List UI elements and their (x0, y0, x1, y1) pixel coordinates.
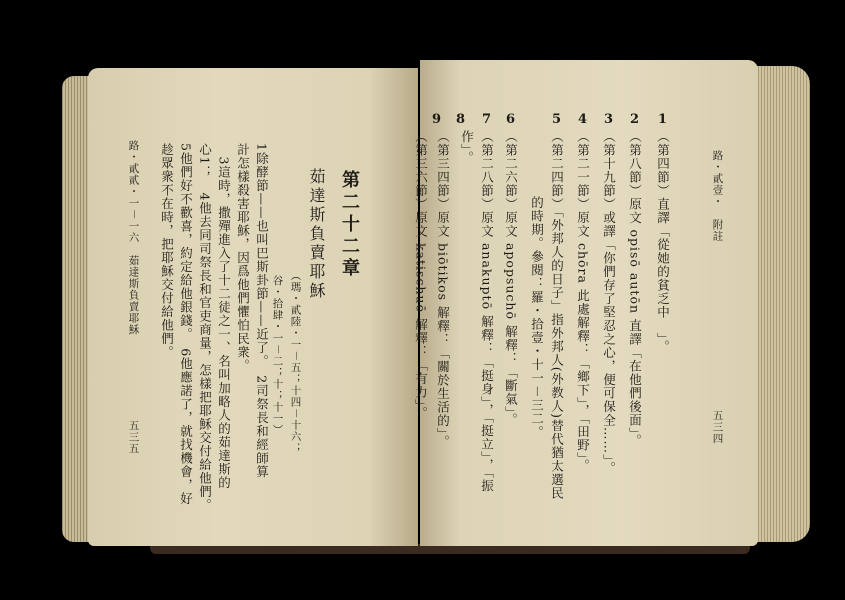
text-line: 3這時，撒殫進入了十二徒之一、名叫加略人的茹達斯的 (216, 143, 232, 490)
chapter-title: 第二十二章 (339, 170, 360, 280)
section-title: 茹達斯負賣耶穌 (307, 168, 326, 301)
note-number: 9 (432, 112, 442, 127)
text-line: 計怎樣殺害耶穌，因爲他們懼怕民衆。 (235, 143, 251, 373)
running-head: 路・貳壹・ 附註 (711, 150, 724, 242)
note-number: 5 (552, 112, 562, 127)
note-text: 作」。 (459, 130, 475, 165)
cross-reference: 谷・拾肆・一－二；十；十一） (271, 275, 284, 436)
note-number: 4 (578, 112, 588, 127)
text-line: 心1； 4他去同司祭長和官吏商量，怎樣把耶穌交付給他們。 (197, 143, 213, 512)
page-number: 五三四 (711, 410, 724, 445)
cross-reference: （瑪・貳陸・一－五；十四－十六； (289, 270, 302, 454)
note-text: （第二八節）原文 anakuptō 解釋：「挺身」，「挺立」，「振 (479, 130, 495, 493)
note-text: （第十九節）或譯「你們存了堅忍之心，便可保全……」。 (601, 130, 617, 475)
text-line: 趁眾衆不在時，把耶穌交付給他們。 (159, 143, 175, 359)
running-head: 路・貳貳・一－一六 茹達斯負賣耶穌 (127, 140, 140, 336)
note-number: 3 (604, 112, 614, 127)
note-text: （第四節）直譯「從她的貧乏中 」。 (655, 130, 671, 354)
note-number: 2 (630, 112, 640, 127)
note-text: （第三六節）原文 katischuō 解釋：「有力」。 (413, 130, 429, 420)
note-text: （第二六節）原文 apopsuchō 解釋：「斷氣」。 (503, 130, 519, 427)
text-line: 1除酵節——也叫巴斯卦節——近了。 2司祭長和經師算 (254, 143, 270, 479)
note-text: 的時期。參閱：羅・拾壹・十一－三二。 (529, 196, 545, 440)
note-text: （第二一節）原文 chōra 此處解釋：「鄉下」，「田野」。 (575, 130, 591, 473)
note-number: 6 (506, 112, 516, 127)
note-text: （第三四節）原文 biōtikos 解釋：「關於生活的」。 (435, 130, 451, 449)
note-number: 7 (482, 112, 492, 127)
page-number: 五三五 (127, 420, 140, 455)
note-number: 1 (658, 112, 668, 127)
text-line: 5他們好不歡喜，約定給他銀錢。 6他應諾了，就找機會，好 (178, 143, 194, 506)
note-text: （第二四節）「外邦人的日子」指外邦人(外教人)替代猶太選民 (549, 130, 565, 501)
note-text: （第八節）原文 opisō autōn 直譯「在他們後面」。 (627, 130, 643, 448)
note-number: 8 (456, 112, 466, 127)
right-page-edges (752, 66, 810, 542)
